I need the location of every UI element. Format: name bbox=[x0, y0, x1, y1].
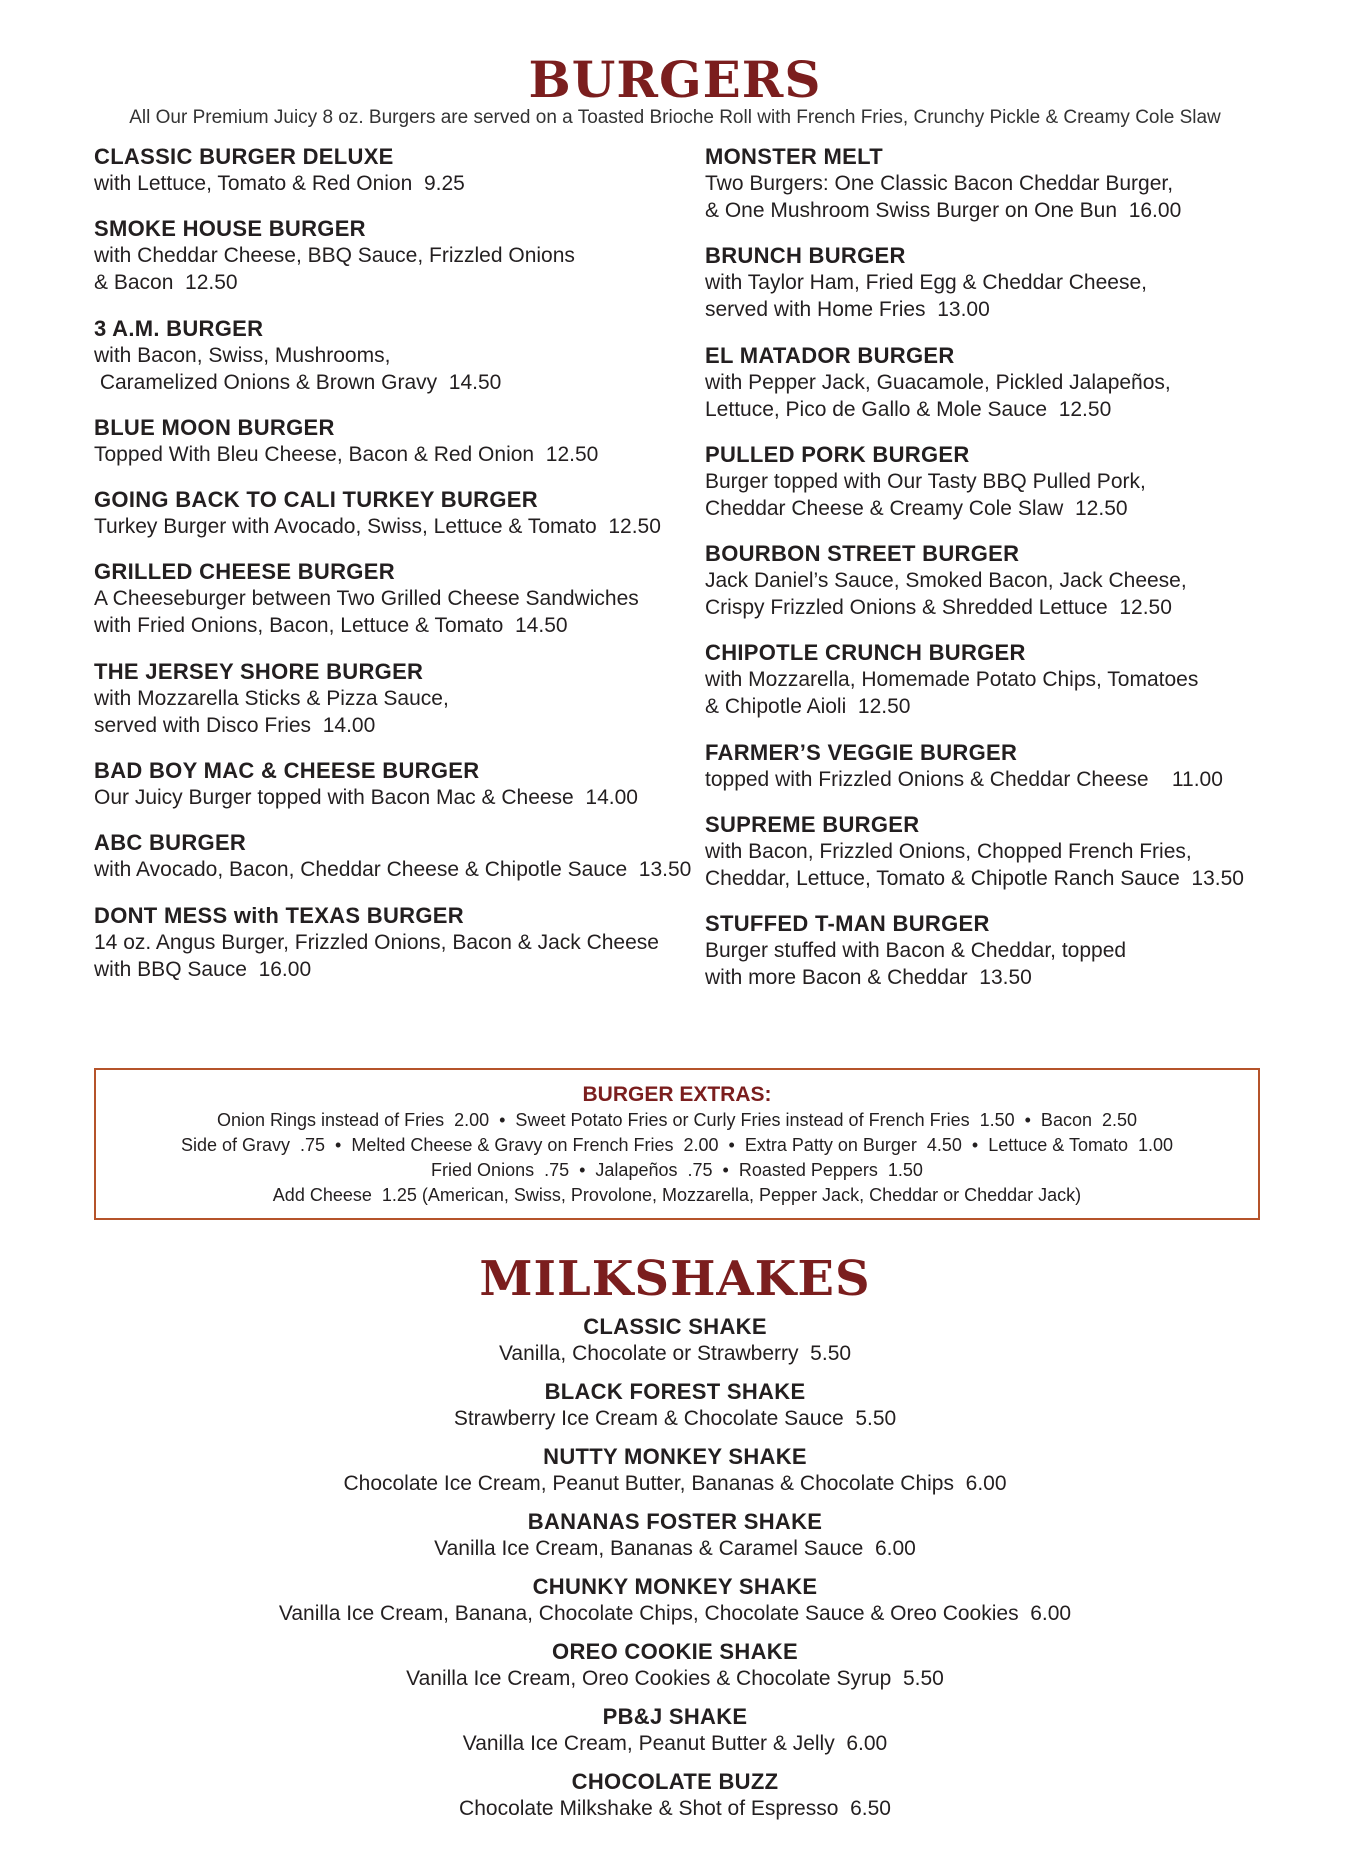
burger-item bbox=[705, 811, 1265, 892]
milkshake-name: PB&J SHAKE bbox=[602, 1704, 748, 1729]
burgers-left-column bbox=[94, 143, 692, 1001]
burger-item bbox=[705, 342, 1265, 423]
milkshake-description: Vanilla, Chocolate or Strawberry 5.50 bbox=[498, 1342, 852, 1365]
milkshake-name: CHOCOLATE BUZZ bbox=[571, 1769, 779, 1794]
milkshake-name: CHUNKY MONKEY SHAKE bbox=[532, 1574, 818, 1599]
burger-description: with Lettuce, Tomato & Red Onion 9.25 bbox=[94, 172, 465, 195]
burger-description: with Cheddar Cheese, BBQ Sauce, Frizzled Onions bbox=[94, 244, 575, 268]
burger-extras-title: BURGER EXTRAS: bbox=[582, 1083, 772, 1106]
burger-description: Topped With Bleu Cheese, Bacon & Red Onion 12.50 bbox=[94, 442, 599, 466]
milkshake-name: CLASSIC SHAKE bbox=[583, 1314, 767, 1339]
milkshake-name: OREO COOKIE SHAKE bbox=[552, 1639, 798, 1664]
milkshake-description: Vanilla Ice Cream, Peanut Butter & Jelly 6.00 bbox=[462, 1732, 888, 1755]
milkshakes-heading: MILKSHAKES bbox=[479, 1251, 871, 1307]
extras-line: Onion Rings instead of Fries 2.00 • Sweet Potato Fries or Curly Fries instead of French Fries 1.50 • Bacon 2.50 bbox=[216, 1110, 1138, 1130]
burger-item bbox=[94, 315, 654, 396]
burger-description: with Mozzarella Sticks & Pizza Sauce, bbox=[94, 686, 449, 710]
burger-name: EL MATADOR BURGER bbox=[705, 342, 955, 368]
burger-description: A Cheeseburger between Two Grilled Cheese Sandwiches bbox=[94, 587, 639, 611]
burger-name: BRUNCH BURGER bbox=[705, 243, 906, 269]
burger-name: SMOKE HOUSE BURGER bbox=[94, 216, 366, 242]
burger-description: with Bacon, Frizzled Onions, Chopped French Fries, bbox=[705, 840, 1192, 864]
milkshake-description: Chocolate Milkshake & Shot of Espresso 6.50 bbox=[459, 1797, 891, 1820]
burger-description: served with Disco Fries 14.00 bbox=[94, 713, 376, 737]
burger-description: with Bacon, Swiss, Mushrooms, bbox=[94, 343, 391, 367]
burger-description: Cheddar, Lettuce, Tomato & Chipotle Ranch Sauce 13.50 bbox=[705, 867, 1244, 891]
burger-description: Burger stuffed with Bacon & Cheddar, topped bbox=[705, 939, 1127, 963]
burger-item bbox=[705, 540, 1265, 621]
burger-name: STUFFED T-MAN BURGER bbox=[705, 911, 990, 937]
burger-item bbox=[705, 910, 1265, 991]
burger-item bbox=[94, 902, 659, 983]
burger-description: Two Burgers: One Classic Bacon Cheddar Burger, bbox=[705, 172, 1174, 195]
milkshake-item bbox=[0, 1638, 1350, 1692]
burger-description: Cheddar Cheese & Creamy Cole Slaw 12.50 bbox=[705, 496, 1128, 520]
burger-description: Lettuce, Pico de Gallo & Mole Sauce 12.50 bbox=[705, 397, 1112, 421]
burgers-subtitle: All Our Premium Juicy 8 oz. Burgers are served on a Toasted Brioche Roll with French Fries, Crunchy Pickle & Creamy Cole Slaw bbox=[129, 107, 1221, 128]
burger-item bbox=[705, 441, 1265, 522]
milkshake-item bbox=[0, 1508, 1350, 1562]
extras-line: Add Cheese 1.25 (American, Swiss, Provolone, Mozzarella, Pepper Jack, Cheddar or Cheddar Jack) bbox=[272, 1185, 1082, 1205]
burger-description: Our Juicy Burger topped with Bacon Mac & Cheese 14.00 bbox=[94, 786, 638, 810]
burger-name: BAD BOY MAC & CHEESE BURGER bbox=[94, 758, 480, 784]
burger-item bbox=[94, 215, 654, 296]
burger-item bbox=[94, 486, 661, 540]
burger-name: CLASSIC BURGER DELUXE bbox=[94, 144, 394, 169]
burger-description: with Fried Onions, Bacon, Lettuce & Tomato 14.50 bbox=[94, 614, 568, 638]
burger-name: SUPREME BURGER bbox=[705, 812, 920, 838]
burger-item bbox=[705, 242, 1265, 323]
burger-description: Jack Daniel’s Sauce, Smoked Bacon, Jack Cheese, bbox=[705, 569, 1187, 593]
burger-description: with Mozzarella, Homemade Potato Chips, Tomatoes bbox=[705, 668, 1199, 692]
burger-item bbox=[705, 143, 1265, 224]
burger-description: Crispy Frizzled Onions & Shredded Lettuce 12.50 bbox=[705, 596, 1172, 620]
burger-description: & Chipotle Aioli 12.50 bbox=[705, 695, 911, 719]
burger-description: & Bacon 12.50 bbox=[94, 271, 238, 295]
burger-name: BOURBON STREET BURGER bbox=[705, 541, 1020, 567]
milkshake-name: BLACK FOREST SHAKE bbox=[544, 1379, 806, 1404]
burger-name: BLUE MOON BURGER bbox=[94, 414, 335, 440]
burger-description: topped with Frizzled Onions & Cheddar Cheese 11.00 bbox=[705, 767, 1223, 791]
burger-description: served with Home Fries 13.00 bbox=[705, 298, 990, 322]
extras-line: Fried Onions .75 • Jalapeños .75 • Roasted Peppers 1.50 bbox=[431, 1160, 923, 1180]
milkshakes-list bbox=[0, 1313, 1350, 1833]
burgers-right-column bbox=[705, 143, 1265, 1010]
milkshake-description: Vanilla Ice Cream, Banana, Chocolate Chips, Chocolate Sauce & Oreo Cookies 6.00 bbox=[278, 1602, 1072, 1625]
milkshake-item bbox=[0, 1703, 1350, 1757]
burger-item bbox=[94, 658, 654, 739]
burger-name: GOING BACK TO CALI TURKEY BURGER bbox=[94, 487, 538, 513]
burger-item bbox=[94, 414, 654, 468]
burger-item bbox=[94, 829, 692, 883]
burger-description: 14 oz. Angus Burger, Frizzled Onions, Bacon & Jack Cheese bbox=[94, 930, 659, 954]
burger-description: Caramelized Onions & Brown Gravy 14.50 bbox=[94, 370, 502, 394]
burgers-heading: BURGERS bbox=[528, 50, 822, 109]
burger-name: THE JERSEY SHORE BURGER bbox=[94, 658, 424, 684]
milkshake-name: BANANAS FOSTER SHAKE bbox=[527, 1509, 823, 1534]
milkshake-item bbox=[0, 1443, 1350, 1497]
milkshake-item bbox=[0, 1768, 1350, 1822]
burger-description: Burger topped with Our Tasty BBQ Pulled Pork, bbox=[705, 469, 1146, 493]
burger-description: with Avocado, Bacon, Cheddar Cheese & Chipotle Sauce 13.50 bbox=[94, 858, 692, 882]
burger-name: 3 A.M. BURGER bbox=[94, 315, 264, 341]
burger-name: MONSTER MELT bbox=[705, 144, 883, 169]
burger-description: with BBQ Sauce 16.00 bbox=[94, 957, 312, 981]
milkshake-item bbox=[0, 1573, 1350, 1627]
burger-item bbox=[705, 639, 1265, 720]
burger-extras-box bbox=[94, 1068, 1260, 1220]
milkshake-description: Strawberry Ice Cream & Chocolate Sauce 5.50 bbox=[453, 1407, 897, 1430]
burger-name: PULLED PORK BURGER bbox=[705, 441, 970, 467]
burger-item bbox=[705, 739, 1265, 793]
burger-item bbox=[94, 143, 654, 197]
milkshake-description: Chocolate Ice Cream, Peanut Butter, Bananas & Chocolate Chips 6.00 bbox=[343, 1472, 1007, 1495]
burger-description: & One Mushroom Swiss Burger on One Bun 16.00 bbox=[705, 199, 1182, 222]
burger-name: CHIPOTLE CRUNCH BURGER bbox=[705, 640, 1026, 666]
burger-name: DONT MESS with TEXAS BURGER bbox=[94, 902, 464, 928]
burger-description: with more Bacon & Cheddar 13.50 bbox=[705, 966, 1032, 990]
milkshake-name: NUTTY MONKEY SHAKE bbox=[543, 1444, 807, 1469]
burger-item bbox=[94, 757, 654, 811]
milkshake-description: Vanilla Ice Cream, Bananas & Caramel Sauce 6.00 bbox=[434, 1537, 916, 1560]
burger-description: with Taylor Ham, Fried Egg & Cheddar Cheese, bbox=[705, 271, 1147, 295]
burger-description: Turkey Burger with Avocado, Swiss, Lettuce & Tomato 12.50 bbox=[94, 515, 661, 539]
milkshake-item bbox=[0, 1378, 1350, 1432]
burger-name: ABC BURGER bbox=[94, 830, 247, 856]
burger-name: FARMER’S VEGGIE BURGER bbox=[705, 739, 1018, 765]
burger-description: with Pepper Jack, Guacamole, Pickled Jalapeños, bbox=[705, 370, 1171, 394]
extras-line: Side of Gravy .75 • Melted Cheese & Gravy on French Fries 2.00 • Extra Patty on Burger 4.50 • Lettuce & Tomato 1.00 bbox=[180, 1135, 1174, 1155]
burger-item bbox=[94, 558, 654, 639]
burger-name: GRILLED CHEESE BURGER bbox=[94, 559, 395, 585]
milkshake-description: Vanilla Ice Cream, Oreo Cookies & Chocolate Syrup 5.50 bbox=[406, 1667, 944, 1690]
milkshake-item bbox=[0, 1313, 1350, 1367]
